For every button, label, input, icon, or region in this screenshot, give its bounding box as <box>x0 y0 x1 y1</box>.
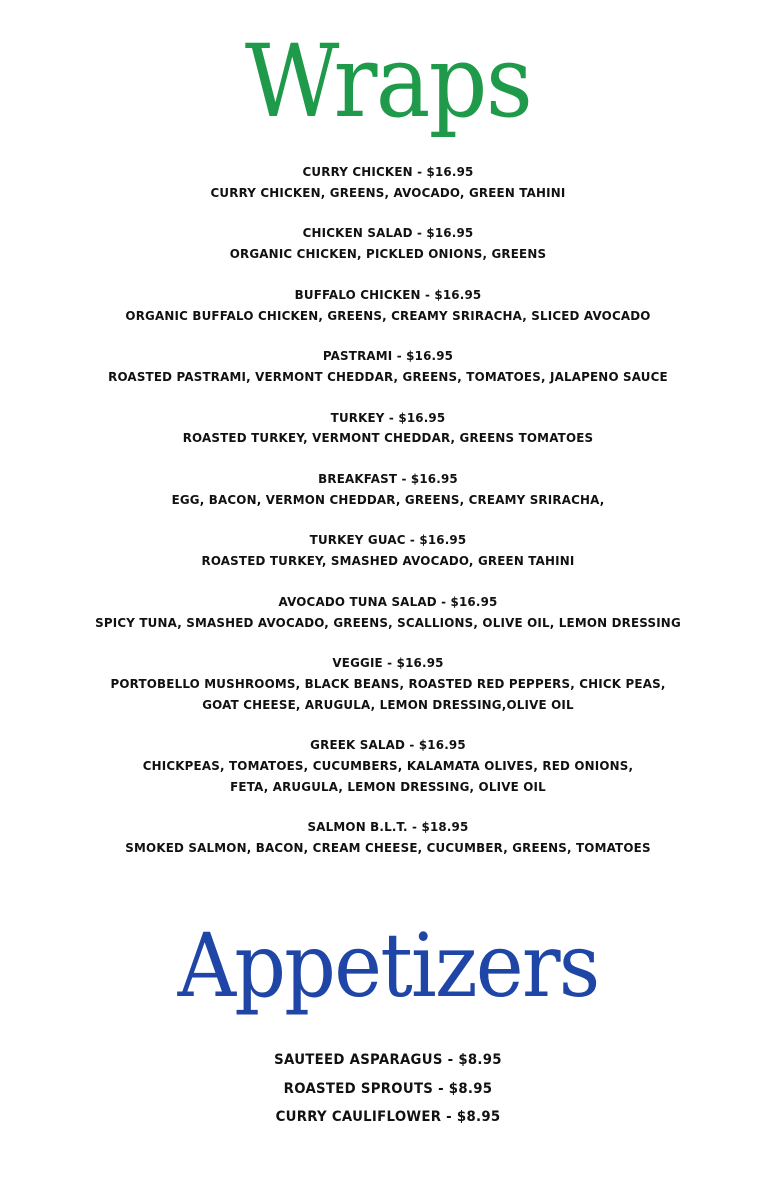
item-name: TURKEY GUAC - $16.95 <box>309 532 467 548</box>
item-description: ROASTED PASTRAMI, VERMONT CHEDDAR, GREENS, TOMATOES, JALAPENO SAUCE <box>108 368 668 384</box>
item-name: CURRY CHICKEN - $16.95 <box>302 164 474 179</box>
appetizers-heading: Appetizers <box>177 914 599 1017</box>
item-description: ORGANIC BUFFALO CHICKEN, GREENS, CREAMY SRIRACHA, SLICED AVOCADO <box>125 307 651 323</box>
menu-item <box>0 735 776 797</box>
item-name: VEGGIE - $16.95 <box>332 655 444 671</box>
item-name: GREEK SALAD - $16.95 <box>310 737 466 753</box>
item-name: AVOCADO TUNA SALAD - $16.95 <box>278 593 498 609</box>
menu-item <box>0 346 776 387</box>
menu-item <box>0 530 776 571</box>
item-name: PASTRAMI - $16.95 <box>322 348 454 364</box>
item-description: ORGANIC CHICKEN, PICKLED ONIONS, GREENS <box>229 246 547 262</box>
appetizer-item: ROASTED SPROUTS - $8.95 <box>283 1080 493 1097</box>
item-name: TURKEY - $16.95 <box>330 409 446 425</box>
menu-item <box>0 223 776 264</box>
appetizer-item: SAUTEED ASPARAGUS - $8.95 <box>274 1052 502 1068</box>
item-name: BREAKFAST - $16.95 <box>318 471 458 487</box>
menu-item <box>0 592 776 633</box>
wraps-list <box>0 162 776 879</box>
menu-item <box>0 285 776 326</box>
item-name: CHICKEN SALAD - $16.95 <box>302 225 474 241</box>
item-description: PORTOBELLO MUSHROOMS, BLACK BEANS, ROASTED RED PEPPERS, CHICK PEAS, GOAT CHEESE, ARUGULA, LEMON DRESSING,OLIVE OIL <box>110 675 666 712</box>
item-description: ROASTED TURKEY, VERMONT CHEDDAR, GREENS TOMATOES <box>182 430 594 446</box>
appetizers-list <box>0 1046 776 1132</box>
item-description: SMOKED SALMON, BACON, CREAM CHEESE, CUCUMBER, GREENS, TOMATOES <box>125 840 651 856</box>
menu-item <box>0 653 776 715</box>
item-description: CHICKPEAS, TOMATOES, CUCUMBERS, KALAMATA OLIVES, RED ONIONS, FETA, ARUGULA, LEMON DRESSING, OLIVE OIL <box>142 758 634 794</box>
item-name: BUFFALO CHICKEN - $16.95 <box>294 286 482 302</box>
item-name: SALMON B.L.T. - $18.95 <box>307 819 469 835</box>
item-description: CURRY CHICKEN, GREENS, AVOCADO, GREEN TAHINI <box>210 184 566 200</box>
menu-item <box>0 469 776 510</box>
item-description: SPICY TUNA, SMASHED AVOCADO, GREENS, SCALLIONS, OLIVE OIL, LEMON DRESSING <box>95 614 681 630</box>
menu-item <box>0 408 776 449</box>
menu-item <box>0 817 776 858</box>
wraps-heading: Wraps <box>244 23 532 140</box>
appetizer-item: CURRY CAULIFLOWER - $8.95 <box>275 1109 501 1125</box>
menu-item <box>0 162 776 203</box>
item-description: EGG, BACON, VERMON CHEDDAR, GREENS, CREAMY SRIRACHA, <box>171 491 605 507</box>
item-description: ROASTED TURKEY, SMASHED AVOCADO, GREEN TAHINI <box>201 553 575 569</box>
